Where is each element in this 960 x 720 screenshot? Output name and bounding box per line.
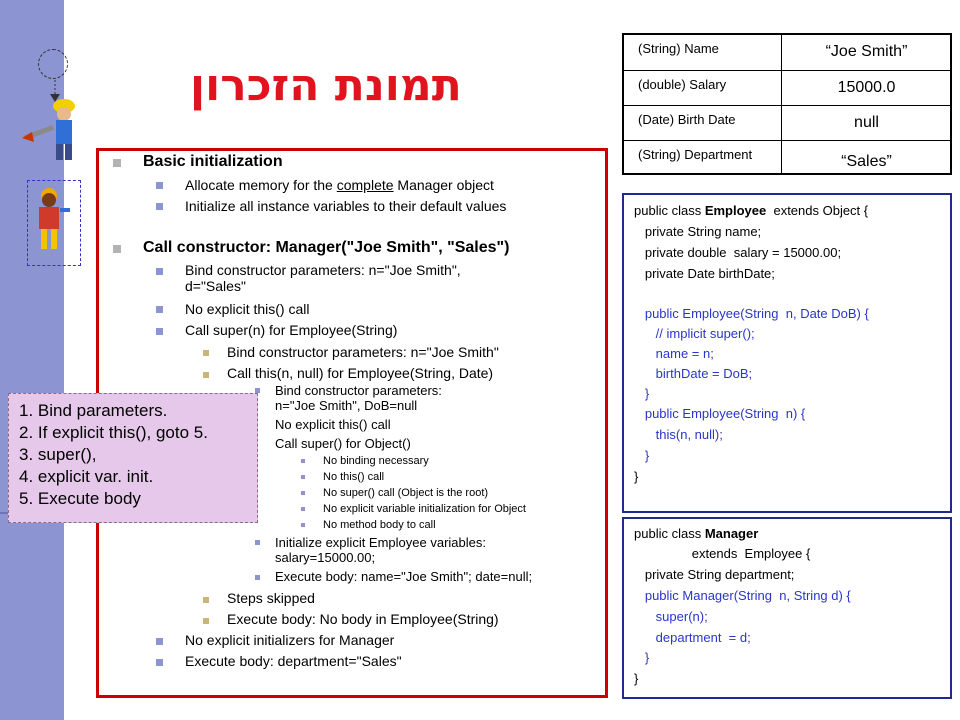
code-line: extends Employee { [634, 546, 811, 561]
step-item: 5. Execute body [19, 489, 141, 508]
dotted-circle-icon [38, 49, 68, 79]
value-cell: “Joe Smith” [825, 43, 908, 60]
bullet [156, 268, 163, 275]
code-line: this(n, null); [634, 427, 723, 442]
list-item [185, 177, 494, 193]
list-item: Call super(n) for Employee(String) [185, 322, 398, 338]
list-item: Call super() for Object() [275, 436, 411, 451]
employee-class-code [622, 193, 952, 513]
bullet [301, 475, 305, 479]
bullet [156, 328, 163, 335]
code-line: // implicit super(); [634, 326, 755, 341]
value-cell: “Sales” [841, 153, 892, 170]
code-line: } [634, 650, 650, 665]
code-line: } [634, 386, 650, 401]
list-item: Execute body: department="Sales" [185, 653, 402, 669]
code-token: extends Object { [766, 203, 869, 218]
bullet [156, 659, 163, 666]
list-item: Bind constructor parameters: n="Joe Smith", [185, 262, 461, 278]
class-name: Employee [704, 203, 767, 218]
code-line: private double salary = 15000.00; [634, 245, 842, 260]
list-item: d="Sales" [185, 278, 246, 294]
code-token: public class [634, 526, 705, 541]
field-cell: (Date) Birth Date [624, 106, 782, 140]
worker-icon [22, 98, 84, 162]
code-line: private String name; [634, 224, 762, 239]
list-item: salary=15000.00; [275, 550, 376, 565]
heading-basic-init: Basic initialization [143, 153, 283, 170]
underlined-text: complete [336, 177, 394, 193]
bullet [156, 306, 163, 313]
code-line: private String department; [634, 567, 795, 582]
class-name: Manager [704, 526, 759, 541]
code-line [634, 526, 758, 541]
list-item-text: Manager object [393, 177, 494, 193]
list-item: No binding necessary [323, 455, 429, 467]
list-item: No explicit this() call [185, 301, 310, 317]
field-cell: (double) Salary [624, 71, 782, 105]
list-item: No explicit this() call [275, 417, 391, 432]
list-item: Steps skipped [227, 590, 315, 606]
value-cell: null [854, 114, 879, 131]
code-line: } [634, 671, 639, 686]
bullet [255, 575, 260, 580]
bullet [301, 459, 305, 463]
code-line: public Employee(String n) { [634, 406, 806, 421]
code-line: } [634, 469, 639, 484]
bullet [113, 245, 121, 253]
person-icon [33, 186, 73, 254]
bullet [203, 350, 209, 356]
bullet [156, 182, 163, 189]
list-item: No explicit initializers for Manager [185, 632, 395, 648]
list-item: No explicit variable initialization for Object [323, 503, 526, 515]
code-line: birthDate = DoB; [634, 366, 753, 381]
code-line: public Employee(String n, Date DoB) { [634, 306, 869, 321]
bullet [301, 507, 305, 511]
list-item: Initialize explicit Employee variables: [275, 535, 486, 550]
code-line: name = n; [634, 346, 714, 361]
list-item: n="Joe Smith", DoB=null [275, 398, 418, 413]
bullet [156, 638, 163, 645]
code-line [634, 203, 868, 218]
list-item: Execute body: No body in Employee(String) [227, 611, 499, 627]
table-row [624, 141, 950, 173]
bullet [203, 372, 209, 378]
step-item: 1. Bind parameters. [19, 401, 168, 420]
list-item: Initialize all instance variables to their default values [185, 198, 507, 214]
code-line: public Manager(String n, String d) { [634, 588, 851, 603]
list-item: Bind constructor parameters: [275, 383, 442, 398]
table-row [624, 35, 950, 71]
code-line: department = d; [634, 630, 751, 645]
table-row [624, 106, 950, 141]
list-item-text: Allocate memory for the [185, 177, 337, 193]
field-cell: (String) Name [624, 35, 782, 70]
step-item: 2. If explicit this(), goto 5. [19, 423, 208, 442]
bullet [203, 597, 209, 603]
list-item: Bind constructor parameters: n="Joe Smith" [227, 344, 499, 360]
code-line: } [634, 448, 650, 463]
list-item: Execute body: name="Joe Smith"; date=null; [275, 569, 533, 584]
manager-class-code [622, 517, 952, 699]
bullet [203, 618, 209, 624]
slide-title: תמונת הזכרון [190, 60, 462, 111]
steps-summary-box [8, 393, 258, 523]
bullet [301, 491, 305, 495]
bullet [255, 540, 260, 545]
code-line: private Date birthDate; [634, 266, 775, 281]
bullet [156, 203, 163, 210]
value-cell: 15000.0 [837, 79, 896, 96]
table-row [624, 71, 950, 106]
memory-table [622, 33, 952, 175]
field-cell: (String) Department [624, 141, 782, 173]
code-line: super(n); [634, 609, 708, 624]
heading-call-constructor: Call constructor: Manager("Joe Smith", "Sales") [143, 239, 510, 256]
code-token: public class [634, 203, 705, 218]
list-item: No this() call [323, 471, 385, 483]
list-item: No super() call (Object is the root) [323, 487, 489, 499]
step-item: 4. explicit var. init. [19, 467, 154, 486]
step-item: 3. super(), [19, 445, 97, 464]
bullet [113, 159, 121, 167]
bullet [301, 523, 305, 527]
list-item: No method body to call [323, 519, 436, 531]
list-item: Call this(n, null) for Employee(String, Date) [227, 365, 494, 381]
